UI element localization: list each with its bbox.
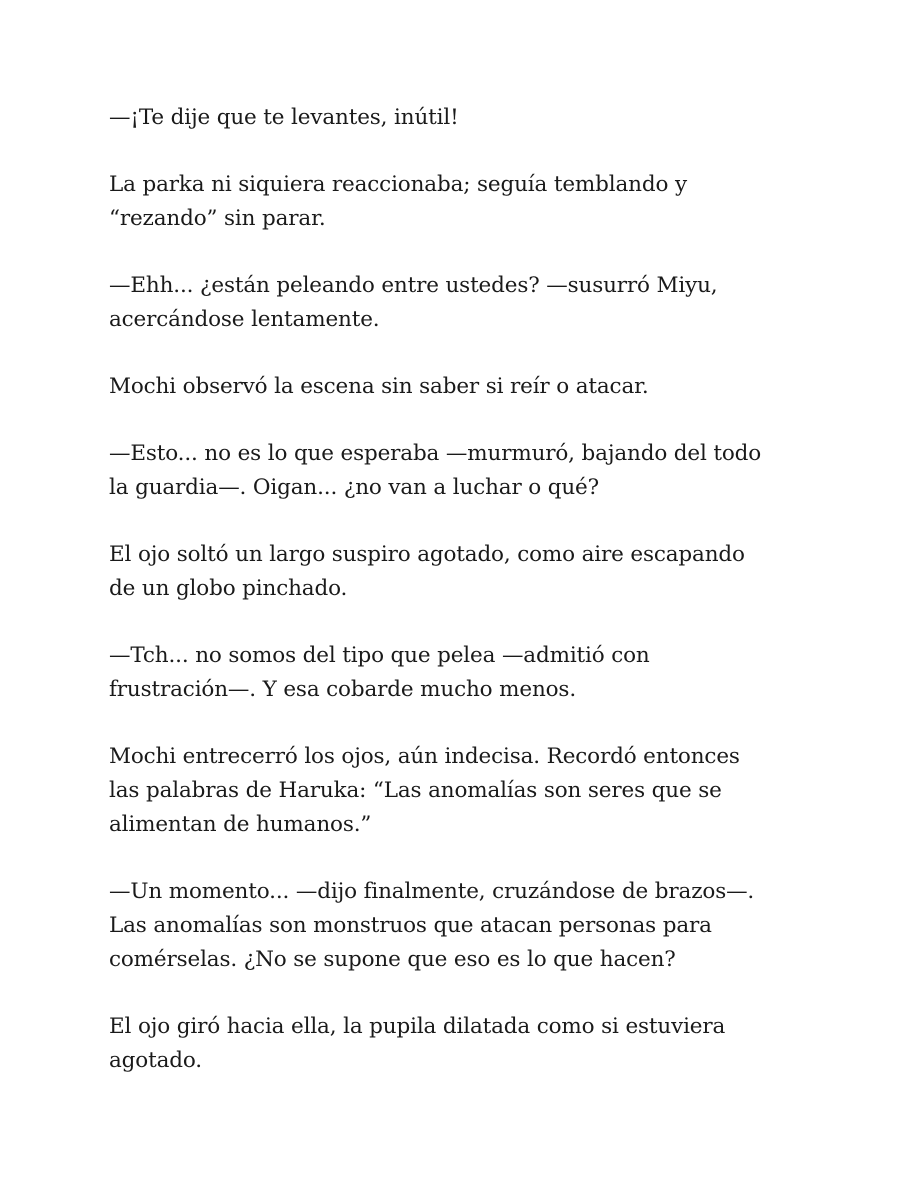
paragraph-dialogue-esto: —Esto... no es lo que esperaba —murmuró, bajando del todo la guardia—. Oigan... ¿no van a luchar o qué? — [109, 441, 762, 500]
paragraph-mochi-recuerda: Mochi entrecerró los ojos, aún indecisa. Recordó entonces las palabras de Haruka: “Las anomalías son seres que se alimentan de humanos.” — [109, 744, 740, 837]
paragraph-dialogue-levantes: —¡Te dije que te levantes, inútil! — [109, 105, 459, 130]
paragraph-parka-reaction: La parka ni siquiera reaccionaba; seguía temblando y “rezando” sin parar. — [109, 172, 687, 231]
paragraph-ojo-suspiro: El ojo soltó un largo suspiro agotado, como aire escapando de un globo pinchado. — [109, 542, 745, 601]
paragraph-ojo-gira: El ojo giró hacia ella, la pupila dilatada como si estuviera agotado. — [109, 1014, 726, 1073]
paragraph-dialogue-momento: —Un momento... —dijo finalmente, cruzándose de brazos—. Las anomalías son monstruos que atacan personas para comérselas. ¿No se supone que eso es lo que hacen? — [109, 879, 755, 972]
story-text-column — [109, 101, 799, 1111]
paragraph-dialogue-miyu: —Ehh... ¿están peleando entre ustedes? —susurró Miyu, acercándose lentamente. — [109, 273, 718, 332]
paragraph-mochi-observes: Mochi observó la escena sin saber si reír o atacar. — [109, 374, 649, 399]
paragraph-dialogue-tch: —Tch... no somos del tipo que pelea —admitió con frustración—. Y esa cobarde mucho menos. — [109, 643, 650, 702]
